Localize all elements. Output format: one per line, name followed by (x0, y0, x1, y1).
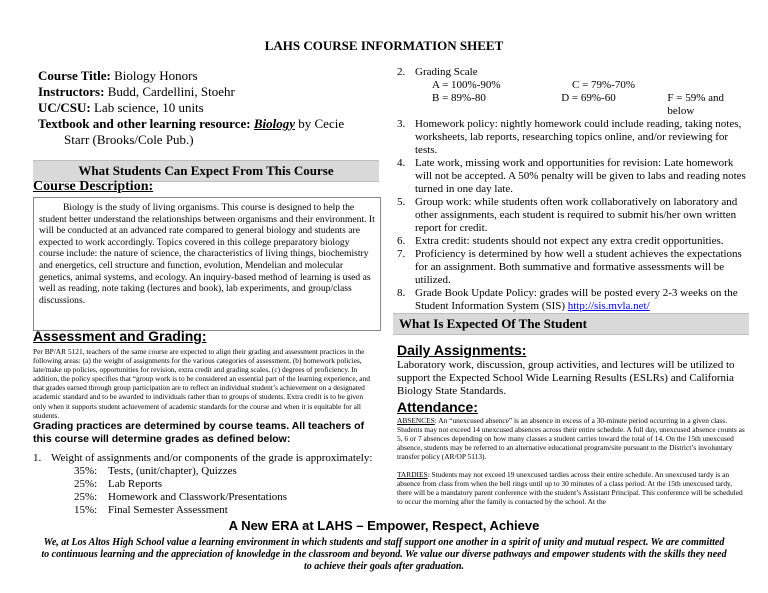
grade-scale-row: A = 100%-90% C = 79%-70% (432, 79, 636, 91)
weight-row: 25%: Lab Reports (74, 478, 163, 490)
absences-paragraph (397, 416, 747, 461)
instructors-value: Budd, Cardellini, Stoehr (104, 84, 235, 99)
weight-row: 15%: Final Semester Assessment (74, 504, 228, 516)
course-description-heading: Course Description: (33, 179, 154, 194)
weights-list (33, 452, 378, 517)
textbook-line (38, 116, 368, 132)
daily-assignments-text: Laboratory work, discussion, group activities, and lectures will be utilized to support the Expected School Wide Learning Results (ESLRs) and California Biology State Standards. (397, 359, 735, 397)
list-item: 3. Homework policy: nightly homework could include reading, taking notes, worksheets, lab reports, researching topics online, and/or reviewing for tests. (397, 118, 742, 156)
page-title: LAHS COURSE INFORMATION SHEET (264, 38, 504, 53)
student-section-bar: What Is Expected Of The Student (393, 313, 749, 335)
list-item: 8. Grade Book Update Policy: grades will be posted every 2-3 weeks on the Student Information System (SIS) http://sis.mvla.net/ (397, 287, 738, 312)
course-info (38, 68, 368, 148)
list-item: 5. Group work: while students often work collaboratively on laboratory and other assignments, each student is required to submit his/her own written report for credit. (397, 196, 738, 234)
list-item: 7. Proficiency is determined by how well a student achieves the expectations for an assignment. Both summative and formative assessments will be utilized. (397, 248, 742, 286)
textbook-label: Textbook and other learning resource: (38, 116, 251, 131)
list-item: 2. Grading Scale (397, 66, 478, 78)
tardies-text: : Students may not exceed 19 unexcused tardies across their entire schedule. An unexcused tardy is an absence from class from when the bell rings until up to 30 minutes of a class period. At the 15th unexcused tardy, there will be a mandatory parent conference with the student’s Assistant Principal. This conference will be scheduled to occur the morning after the family is contacted by the school. At the (397, 470, 743, 507)
course-title-value: Biology Honors (110, 68, 198, 83)
tardies-paragraph (397, 470, 747, 506)
course-description-text: Biology is the study of living organisms. This course is designed to help the student better understand the relationships between organisms and their environment. It will be conducted at an advanced rate compared to general biology and students are expected to work accordingly. Topics covered in this college preparatory biology course include: the nature of science, the characteristics of living things, biochemistry and energetics, cell structure and function, evolution, Mendelian and molecular genetics, animal systems, and ecology. An inquiry-based method of learning is used as well as reading, note taking (lectures and book), lab experiments, and group/class discussions. (39, 202, 375, 306)
weights-intro: 1. Weight of assignments and/or components of the grade is approximately: (33, 452, 373, 464)
list-item: 4. Late work, missing work and opportunities for revision: Late homework will not be accepted. A 50% penalty will be given to labs and reading notes turned in one day late. (397, 157, 746, 195)
footer-title: A New ERA at LAHS – Empower, Respect, Achieve (228, 518, 540, 533)
assessment-heading: Assessment and Grading: (33, 328, 207, 344)
ucsc-label: UC/CSU: (38, 100, 91, 115)
grade-scale-row: B = 89%-80 D = 69%-60 F = 59% and below (432, 92, 725, 117)
absences-text: : An “unexcused absence” is an absence in excess of a 30-minute period occurring in a given class. Students may not exceed 14 unexcused absences across their entire schedule. A full day, unexcused absence counts as 5, 6 or 7 absences depending on how many classes a student carries toward the total of 14. On the 15th unexcused absence, students may be referred to an alternative educational program/site pursuant to the District’s involuntary transfer policy (AR/OP 5113). (397, 416, 745, 462)
sis-link[interactable]: http://sis.mvla.net/ (567, 300, 650, 312)
course-title-line (38, 68, 368, 84)
weight-row: 35%: Tests, (unit/chapter), Quizzes (74, 465, 237, 477)
textbook-by: by Cecie (295, 116, 345, 131)
attendance-heading: Attendance: (397, 399, 478, 415)
instructors-line (38, 84, 368, 100)
daily-assignments-heading: Daily Assignments: (397, 342, 527, 358)
policy-list (397, 66, 747, 313)
footer-mission-text: We, at Los Altos High School value a learning environment in which students and staff support one another in a spirit of unity and mutual respect. We are committed to continuous learning and the appreciation of knowledge in the classroom and beyond. We value our diverse pathways and empower students with the skills they need to achieve their goals after graduation. (41, 537, 727, 572)
course-description-box (33, 197, 381, 331)
textbook-title: Biology (253, 116, 296, 131)
grading-statement: Grading practices are determined by course teams. All teachers of this course will determine grades as defined below: (33, 420, 365, 445)
expect-section-bar: What Students Can Expect From This Course (33, 160, 379, 182)
ucsc-line (38, 100, 368, 116)
textbook-rest: Starr (Brooks/Cole Pub.) (64, 132, 194, 147)
list-item: 6. Extra credit: students should not expect any extra credit opportunities. (397, 235, 724, 247)
course-title-label: Course Title: (38, 68, 111, 83)
instructors-label: Instructors: (38, 84, 105, 99)
tardies-label: TARDIES (397, 470, 428, 479)
weight-row: 25%: Homework and Classwork/Presentations (74, 491, 288, 503)
absences-label: ABSENCES (397, 416, 435, 425)
assessment-text: Per BP/AR 5121, teachers of the same course are expected to align their grading and assessment practices in the following areas: (a) the weight of assignments for the various categories of assessment, (b) homework policies, late/make up policies, opportunities for revision, extra credit and grading scales, (c) degrees of proficiency. In addition, the policy specifies that “group work is to be considered an essential part of the learning experience, and that grades earned through group participation are to reflect an individual student’s achievement on a designated academic standard and to be awarded to individuals rather than to groups of students. Extra credit is to be given only when it supports student achievement of academic standards for the course and when it is equitable for all students. (33, 347, 370, 420)
ucsc-value: Lab science, 10 units (90, 100, 204, 115)
